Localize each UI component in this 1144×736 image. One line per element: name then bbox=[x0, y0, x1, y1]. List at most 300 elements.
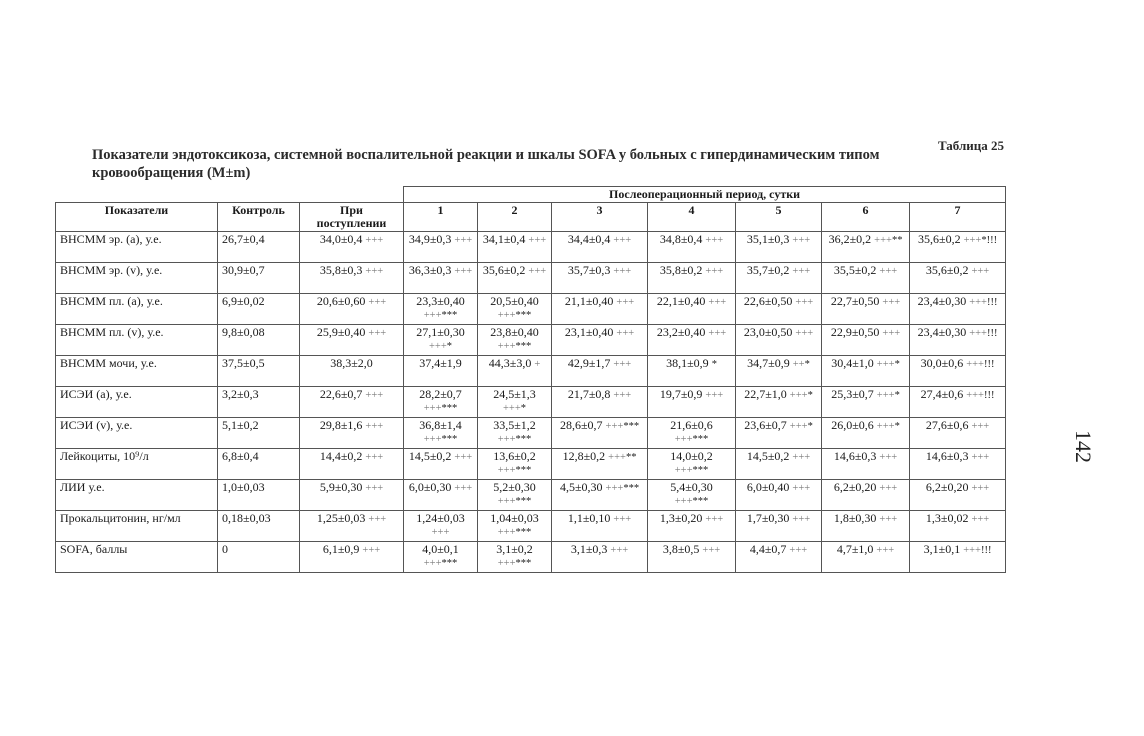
value-cell bbox=[300, 263, 404, 294]
column-header-row bbox=[56, 203, 1006, 232]
value-cell bbox=[300, 294, 404, 325]
comparison-marker: !!! bbox=[986, 297, 998, 308]
significance-marker: +++ bbox=[497, 496, 516, 507]
col-header: Показатели bbox=[56, 203, 218, 232]
value-cell bbox=[822, 263, 910, 294]
value-cell bbox=[736, 356, 822, 387]
table-row bbox=[56, 418, 1006, 449]
mean-value: 30,4±1,0 bbox=[831, 356, 874, 370]
header-spacer bbox=[56, 187, 404, 203]
mean-value: 28,6±0,7 bbox=[559, 418, 603, 432]
significance-marker: +++ bbox=[497, 527, 516, 538]
significance-marker: +++ bbox=[616, 328, 635, 339]
significance-marker: +++ bbox=[528, 266, 547, 277]
significance-marker: +++ bbox=[608, 452, 626, 463]
significance-marker: +++ bbox=[454, 452, 473, 463]
mean-value: 35,8±0,2 bbox=[659, 263, 703, 277]
value-cell bbox=[910, 263, 1006, 294]
mean-value: 3,1±0,1 bbox=[923, 542, 961, 556]
value-cell bbox=[736, 294, 822, 325]
mean-value: 25,9±0,40 bbox=[316, 325, 366, 339]
value-cell bbox=[822, 542, 910, 573]
control-value: 37,5±0,5 bbox=[218, 356, 300, 387]
mean-value: 19,7±0,9 bbox=[659, 387, 703, 401]
col-header: При поступлении bbox=[300, 203, 404, 232]
mean-value: 34,8±0,4 bbox=[659, 232, 703, 246]
mean-value: 6,2±0,20 bbox=[925, 480, 969, 494]
significance-marker: +++ bbox=[705, 235, 724, 246]
mean-value: 13,6±0,2 bbox=[493, 449, 536, 463]
table-row bbox=[56, 449, 1006, 480]
comparison-marker: * bbox=[894, 359, 900, 370]
significance-marker: +++ bbox=[879, 514, 898, 525]
mean-value: 27,6±0,6 bbox=[925, 418, 969, 432]
value-cell bbox=[300, 232, 404, 263]
significance-marker: +++ bbox=[708, 297, 727, 308]
significance-marker: +++ bbox=[969, 328, 987, 339]
value-cell bbox=[822, 387, 910, 418]
significance-marker: +++ bbox=[497, 341, 516, 352]
mean-value: 4,4±0,7 bbox=[749, 542, 787, 556]
significance-marker: +++ bbox=[365, 390, 384, 401]
comparison-marker: *** bbox=[515, 341, 532, 352]
row-label: ВНСММ пл. (v), у.е. bbox=[56, 325, 218, 356]
mean-value: 14,5±0,2 bbox=[408, 449, 452, 463]
comparison-marker: * bbox=[807, 421, 813, 432]
mean-value: 22,6±0,7 bbox=[319, 387, 363, 401]
value-cell bbox=[910, 356, 1006, 387]
mean-value: 23,0±0,50 bbox=[743, 325, 793, 339]
mean-value: 37,4±1,9 bbox=[419, 356, 462, 370]
comparison-marker: * bbox=[807, 390, 813, 401]
control-value: 0 bbox=[218, 542, 300, 573]
significance-marker: +++ bbox=[423, 434, 442, 445]
significance-marker: +++ bbox=[368, 514, 387, 525]
significance-marker: +++ bbox=[879, 452, 898, 463]
mean-value: 22,1±0,40 bbox=[656, 294, 706, 308]
value-cell bbox=[648, 542, 736, 573]
significance-marker: +++ bbox=[613, 266, 632, 277]
significance-marker: +++ bbox=[503, 403, 521, 414]
row-label: ИСЭИ (v), у.е. bbox=[56, 418, 218, 449]
mean-value: 35,6±0,2 bbox=[482, 263, 526, 277]
comparison-marker: !!! bbox=[986, 328, 998, 339]
value-cell bbox=[910, 418, 1006, 449]
mean-value: 29,8±1,6 bbox=[319, 418, 363, 432]
value-cell bbox=[300, 418, 404, 449]
mean-value: 21,1±0,40 bbox=[564, 294, 614, 308]
value-cell bbox=[648, 356, 736, 387]
significance-marker: +++ bbox=[789, 421, 808, 432]
value-cell bbox=[736, 325, 822, 356]
col-header: Контроль bbox=[218, 203, 300, 232]
comparison-marker: !!! bbox=[980, 545, 992, 556]
mean-value: 6,0±0,30 bbox=[408, 480, 452, 494]
significance-marker: +++ bbox=[963, 235, 982, 246]
comparison-marker: * bbox=[446, 341, 453, 352]
value-cell bbox=[910, 294, 1006, 325]
value-cell bbox=[910, 449, 1006, 480]
significance-marker: +++ bbox=[365, 235, 384, 246]
mean-value: 22,7±0,50 bbox=[830, 294, 880, 308]
control-value: 6,8±0,4 bbox=[218, 449, 300, 480]
value-cell bbox=[478, 294, 552, 325]
value-cell bbox=[910, 542, 1006, 573]
value-cell bbox=[552, 511, 648, 542]
control-value: 1,0±0,03 bbox=[218, 480, 300, 511]
value-cell bbox=[478, 325, 552, 356]
value-cell bbox=[822, 511, 910, 542]
value-cell bbox=[736, 232, 822, 263]
control-value: 5,1±0,2 bbox=[218, 418, 300, 449]
col-header: 4 bbox=[648, 203, 736, 232]
row-label: ВНСММ эр. (а), у.е. bbox=[56, 232, 218, 263]
significance-marker: +++ bbox=[789, 545, 808, 556]
mean-value: 14,5±0,2 bbox=[746, 449, 790, 463]
significance-marker: +++ bbox=[528, 235, 547, 246]
table-number: Таблица 25 bbox=[937, 138, 1004, 153]
mean-value: 6,1±0,9 bbox=[322, 542, 360, 556]
significance-marker: +++ bbox=[454, 266, 473, 277]
significance-marker: +++ bbox=[497, 558, 516, 569]
significance-marker: +++ bbox=[610, 545, 629, 556]
value-cell bbox=[552, 542, 648, 573]
significance-marker: +++ bbox=[705, 514, 724, 525]
comparison-marker: *** bbox=[692, 465, 709, 476]
value-cell bbox=[552, 232, 648, 263]
row-label: ВНСММ мочи, у.е. bbox=[56, 356, 218, 387]
value-cell bbox=[478, 449, 552, 480]
value-cell bbox=[478, 232, 552, 263]
value-cell bbox=[822, 418, 910, 449]
mean-value: 27,4±0,6 bbox=[920, 387, 964, 401]
value-cell bbox=[648, 325, 736, 356]
significance-marker: +++ bbox=[708, 328, 727, 339]
value-cell bbox=[478, 511, 552, 542]
significance-marker: +++ bbox=[876, 390, 895, 401]
significance-marker: +++ bbox=[966, 359, 984, 370]
value-cell bbox=[404, 263, 478, 294]
mean-value: 22,6±0,50 bbox=[743, 294, 793, 308]
control-value: 0,18±0,03 bbox=[218, 511, 300, 542]
mean-value: 14,6±0,3 bbox=[925, 449, 969, 463]
significance-marker: +++ bbox=[705, 390, 724, 401]
value-cell bbox=[910, 232, 1006, 263]
significance-marker: ++ bbox=[792, 359, 805, 370]
value-cell bbox=[552, 325, 648, 356]
significance-marker: +++ bbox=[874, 235, 892, 246]
value-cell bbox=[648, 263, 736, 294]
significance-marker: +++ bbox=[792, 483, 811, 494]
comparison-marker: !!! bbox=[983, 359, 995, 370]
table-row bbox=[56, 294, 1006, 325]
mean-value: 6,0±0,40 bbox=[746, 480, 790, 494]
value-cell bbox=[648, 511, 736, 542]
value-cell bbox=[822, 356, 910, 387]
mean-value: 35,5±0,2 bbox=[833, 263, 877, 277]
significance-marker: +++ bbox=[792, 235, 811, 246]
comparison-marker: *** bbox=[441, 558, 458, 569]
value-cell bbox=[404, 511, 478, 542]
col-header: 1 bbox=[404, 203, 478, 232]
value-cell bbox=[822, 294, 910, 325]
mean-value: 23,4±0,30 bbox=[917, 294, 967, 308]
value-cell bbox=[736, 511, 822, 542]
table-row bbox=[56, 542, 1006, 573]
value-cell bbox=[552, 480, 648, 511]
value-cell bbox=[736, 480, 822, 511]
mean-value: 1,25±0,03 bbox=[316, 511, 366, 525]
mean-value: 5,4±0,30 bbox=[670, 480, 713, 494]
mean-value: 1,24±0,03 bbox=[416, 511, 465, 525]
value-cell bbox=[300, 387, 404, 418]
mean-value: 20,5±0,40 bbox=[490, 294, 539, 308]
mean-value: 4,5±0,30 bbox=[559, 480, 603, 494]
significance-marker: +++ bbox=[705, 266, 724, 277]
mean-value: 23,3±0,40 bbox=[416, 294, 465, 308]
significance-marker: +++ bbox=[969, 297, 987, 308]
significance-marker: +++ bbox=[971, 483, 990, 494]
significance-marker: +++ bbox=[792, 514, 811, 525]
significance-marker: +++ bbox=[454, 235, 473, 246]
significance-marker: +++ bbox=[365, 452, 384, 463]
significance-marker: +++ bbox=[792, 452, 811, 463]
mean-value: 23,6±0,7 bbox=[744, 418, 787, 432]
comparison-marker: * bbox=[894, 421, 900, 432]
mean-value: 22,9±0,50 bbox=[830, 325, 880, 339]
row-label: ВНСММ эр. (v), у.е. bbox=[56, 263, 218, 294]
row-label: SOFA, баллы bbox=[56, 542, 218, 573]
value-cell bbox=[552, 263, 648, 294]
significance-marker: +++ bbox=[454, 483, 473, 494]
comparison-marker: *** bbox=[515, 465, 532, 476]
value-cell bbox=[300, 480, 404, 511]
mean-value: 4,0±0,1 bbox=[422, 542, 459, 556]
significance-marker: +++ bbox=[876, 421, 895, 432]
mean-value: 4,7±1,0 bbox=[836, 542, 874, 556]
comparison-marker: ** bbox=[625, 452, 637, 463]
value-cell bbox=[552, 418, 648, 449]
value-cell bbox=[648, 387, 736, 418]
mean-value: 14,0±0,2 bbox=[670, 449, 713, 463]
mean-value: 3,1±0,2 bbox=[496, 542, 533, 556]
mean-value: 23,2±0,40 bbox=[656, 325, 706, 339]
mean-value: 35,8±0,3 bbox=[319, 263, 363, 277]
mean-value: 1,7±0,30 bbox=[746, 511, 790, 525]
significance-marker: +++ bbox=[431, 527, 450, 538]
significance-marker: +++ bbox=[497, 465, 516, 476]
significance-marker: +++ bbox=[423, 310, 442, 321]
significance-marker: +++ bbox=[879, 266, 898, 277]
significance-marker: +++ bbox=[613, 235, 632, 246]
mean-value: 1,8±0,30 bbox=[833, 511, 877, 525]
mean-value: 36,8±1,4 bbox=[419, 418, 462, 432]
value-cell bbox=[404, 294, 478, 325]
comparison-marker: !!! bbox=[983, 390, 995, 401]
significance-marker: +++ bbox=[882, 328, 901, 339]
comparison-marker: * bbox=[520, 403, 527, 414]
mean-value: 27,1±0,30 bbox=[416, 325, 465, 339]
value-cell bbox=[478, 387, 552, 418]
mean-value: 23,1±0,40 bbox=[564, 325, 614, 339]
value-cell bbox=[736, 449, 822, 480]
value-cell bbox=[478, 542, 552, 573]
value-cell bbox=[822, 325, 910, 356]
mean-value: 25,3±0,7 bbox=[831, 387, 874, 401]
significance-marker: +++ bbox=[365, 421, 384, 432]
mean-value: 35,7±0,2 bbox=[746, 263, 790, 277]
value-cell bbox=[736, 418, 822, 449]
comparison-marker: *** bbox=[515, 496, 532, 507]
mean-value: 26,0±0,6 bbox=[831, 418, 874, 432]
comparison-marker: *** bbox=[441, 310, 458, 321]
significance-marker: +++ bbox=[971, 514, 990, 525]
control-value: 6,9±0,02 bbox=[218, 294, 300, 325]
significance-marker: +++ bbox=[702, 545, 721, 556]
group-header-row bbox=[56, 187, 1006, 203]
significance-marker: +++ bbox=[423, 558, 442, 569]
page-number: 142 bbox=[1071, 430, 1096, 463]
comparison-marker: * bbox=[894, 390, 900, 401]
mean-value: 34,7±0,9 bbox=[747, 356, 790, 370]
mean-value: 34,0±0,4 bbox=[319, 232, 363, 246]
significance-marker: +++ bbox=[879, 483, 898, 494]
significance-marker: +++ bbox=[795, 297, 814, 308]
comparison-marker: * bbox=[804, 359, 810, 370]
significance-marker: +++ bbox=[613, 514, 632, 525]
value-cell bbox=[478, 356, 552, 387]
value-cell bbox=[300, 542, 404, 573]
mean-value: 14,4±0,2 bbox=[319, 449, 363, 463]
mean-value: 35,6±0,2 bbox=[925, 263, 969, 277]
value-cell bbox=[910, 387, 1006, 418]
significance-marker: +++ bbox=[792, 266, 811, 277]
mean-value: 34,9±0,3 bbox=[408, 232, 452, 246]
value-cell bbox=[736, 542, 822, 573]
mean-value: 6,2±0,20 bbox=[833, 480, 877, 494]
significance-marker: +++ bbox=[429, 341, 447, 352]
comparison-marker: *** bbox=[515, 310, 532, 321]
mean-value: 14,6±0,3 bbox=[833, 449, 877, 463]
table-row bbox=[56, 511, 1006, 542]
value-cell bbox=[822, 449, 910, 480]
mean-value: 23,4±0,30 bbox=[917, 325, 967, 339]
value-cell bbox=[648, 232, 736, 263]
mean-value: 28,2±0,7 bbox=[419, 387, 462, 401]
significance-marker: +++ bbox=[971, 452, 990, 463]
significance-marker: +++ bbox=[605, 483, 624, 494]
mean-value: 36,2±0,2 bbox=[828, 232, 872, 246]
significance-marker: +++ bbox=[674, 434, 693, 445]
significance-marker: +++ bbox=[365, 266, 384, 277]
value-cell bbox=[404, 542, 478, 573]
value-cell bbox=[300, 356, 404, 387]
mean-value: 38,1±0,9 bbox=[666, 356, 709, 370]
control-value: 26,7±0,4 bbox=[218, 232, 300, 263]
significance-marker: +++ bbox=[497, 310, 516, 321]
value-cell bbox=[404, 480, 478, 511]
value-cell bbox=[404, 356, 478, 387]
value-cell bbox=[648, 480, 736, 511]
mean-value: 33,5±1,2 bbox=[493, 418, 536, 432]
mean-value: 1,1±0,10 bbox=[567, 511, 611, 525]
significance-marker: +++ bbox=[971, 421, 990, 432]
value-cell bbox=[552, 387, 648, 418]
value-cell bbox=[300, 325, 404, 356]
mean-value: 1,3±0,20 bbox=[659, 511, 703, 525]
value-cell bbox=[404, 325, 478, 356]
value-cell bbox=[300, 511, 404, 542]
comparison-marker: *** bbox=[692, 434, 709, 445]
comparison-marker: *** bbox=[623, 421, 640, 432]
table-row bbox=[56, 263, 1006, 294]
mean-value: 42,9±1,7 bbox=[567, 356, 611, 370]
control-value: 9,8±0,08 bbox=[218, 325, 300, 356]
mean-value: 22,7±1,0 bbox=[744, 387, 787, 401]
value-cell bbox=[478, 480, 552, 511]
value-cell bbox=[648, 449, 736, 480]
significance-marker: +++ bbox=[613, 359, 632, 370]
mean-value: 35,6±0,2 bbox=[918, 232, 961, 246]
significance-marker: +++ bbox=[971, 266, 990, 277]
value-cell bbox=[404, 418, 478, 449]
significance-marker: +++ bbox=[789, 390, 808, 401]
mean-value: 35,7±0,3 bbox=[567, 263, 611, 277]
significance-marker: +++ bbox=[674, 496, 693, 507]
mean-value: 5,2±0,30 bbox=[493, 480, 536, 494]
mean-value: 34,4±0,4 bbox=[567, 232, 611, 246]
value-cell bbox=[300, 449, 404, 480]
row-label: ЛИИ у.е. bbox=[56, 480, 218, 511]
value-cell bbox=[404, 449, 478, 480]
col-header: 6 bbox=[822, 203, 910, 232]
value-cell bbox=[910, 511, 1006, 542]
mean-value: 34,1±0,4 bbox=[482, 232, 526, 246]
significance-marker: +++ bbox=[963, 545, 981, 556]
data-table bbox=[55, 186, 1006, 573]
significance-marker: +++ bbox=[423, 403, 442, 414]
significance-marker: +++ bbox=[365, 483, 384, 494]
significance-marker: +++ bbox=[876, 359, 895, 370]
mean-value: 3,1±0,3 bbox=[570, 542, 608, 556]
value-cell bbox=[822, 232, 910, 263]
col-header: 7 bbox=[910, 203, 1006, 232]
comparison-marker: *** bbox=[515, 434, 532, 445]
value-cell bbox=[404, 387, 478, 418]
control-value: 30,9±0,7 bbox=[218, 263, 300, 294]
significance-marker: +++ bbox=[368, 328, 387, 339]
row-label: ИСЭИ (а), у.е. bbox=[56, 387, 218, 418]
row-label: Прокальцитонин, нг/мл bbox=[56, 511, 218, 542]
mean-value: 1,3±0,02 bbox=[925, 511, 969, 525]
significance-marker: +++ bbox=[497, 434, 516, 445]
comparison-marker: *** bbox=[623, 483, 640, 494]
comparison-marker: ** bbox=[891, 235, 903, 246]
value-cell bbox=[648, 294, 736, 325]
postop-period-header: Послеоперационный период, сутки bbox=[404, 187, 1006, 203]
table-row bbox=[56, 325, 1006, 356]
value-cell bbox=[736, 263, 822, 294]
mean-value: 3,8±0,5 bbox=[662, 542, 700, 556]
mean-value: 44,3±3,0 bbox=[488, 356, 532, 370]
control-value: 3,2±0,3 bbox=[218, 387, 300, 418]
significance-marker: +++ bbox=[362, 545, 381, 556]
comparison-marker: *** bbox=[692, 496, 709, 507]
comparison-marker: *** bbox=[515, 527, 532, 538]
mean-value: 23,8±0,40 bbox=[490, 325, 539, 339]
comparison-marker: *** bbox=[515, 558, 532, 569]
value-cell bbox=[552, 356, 648, 387]
